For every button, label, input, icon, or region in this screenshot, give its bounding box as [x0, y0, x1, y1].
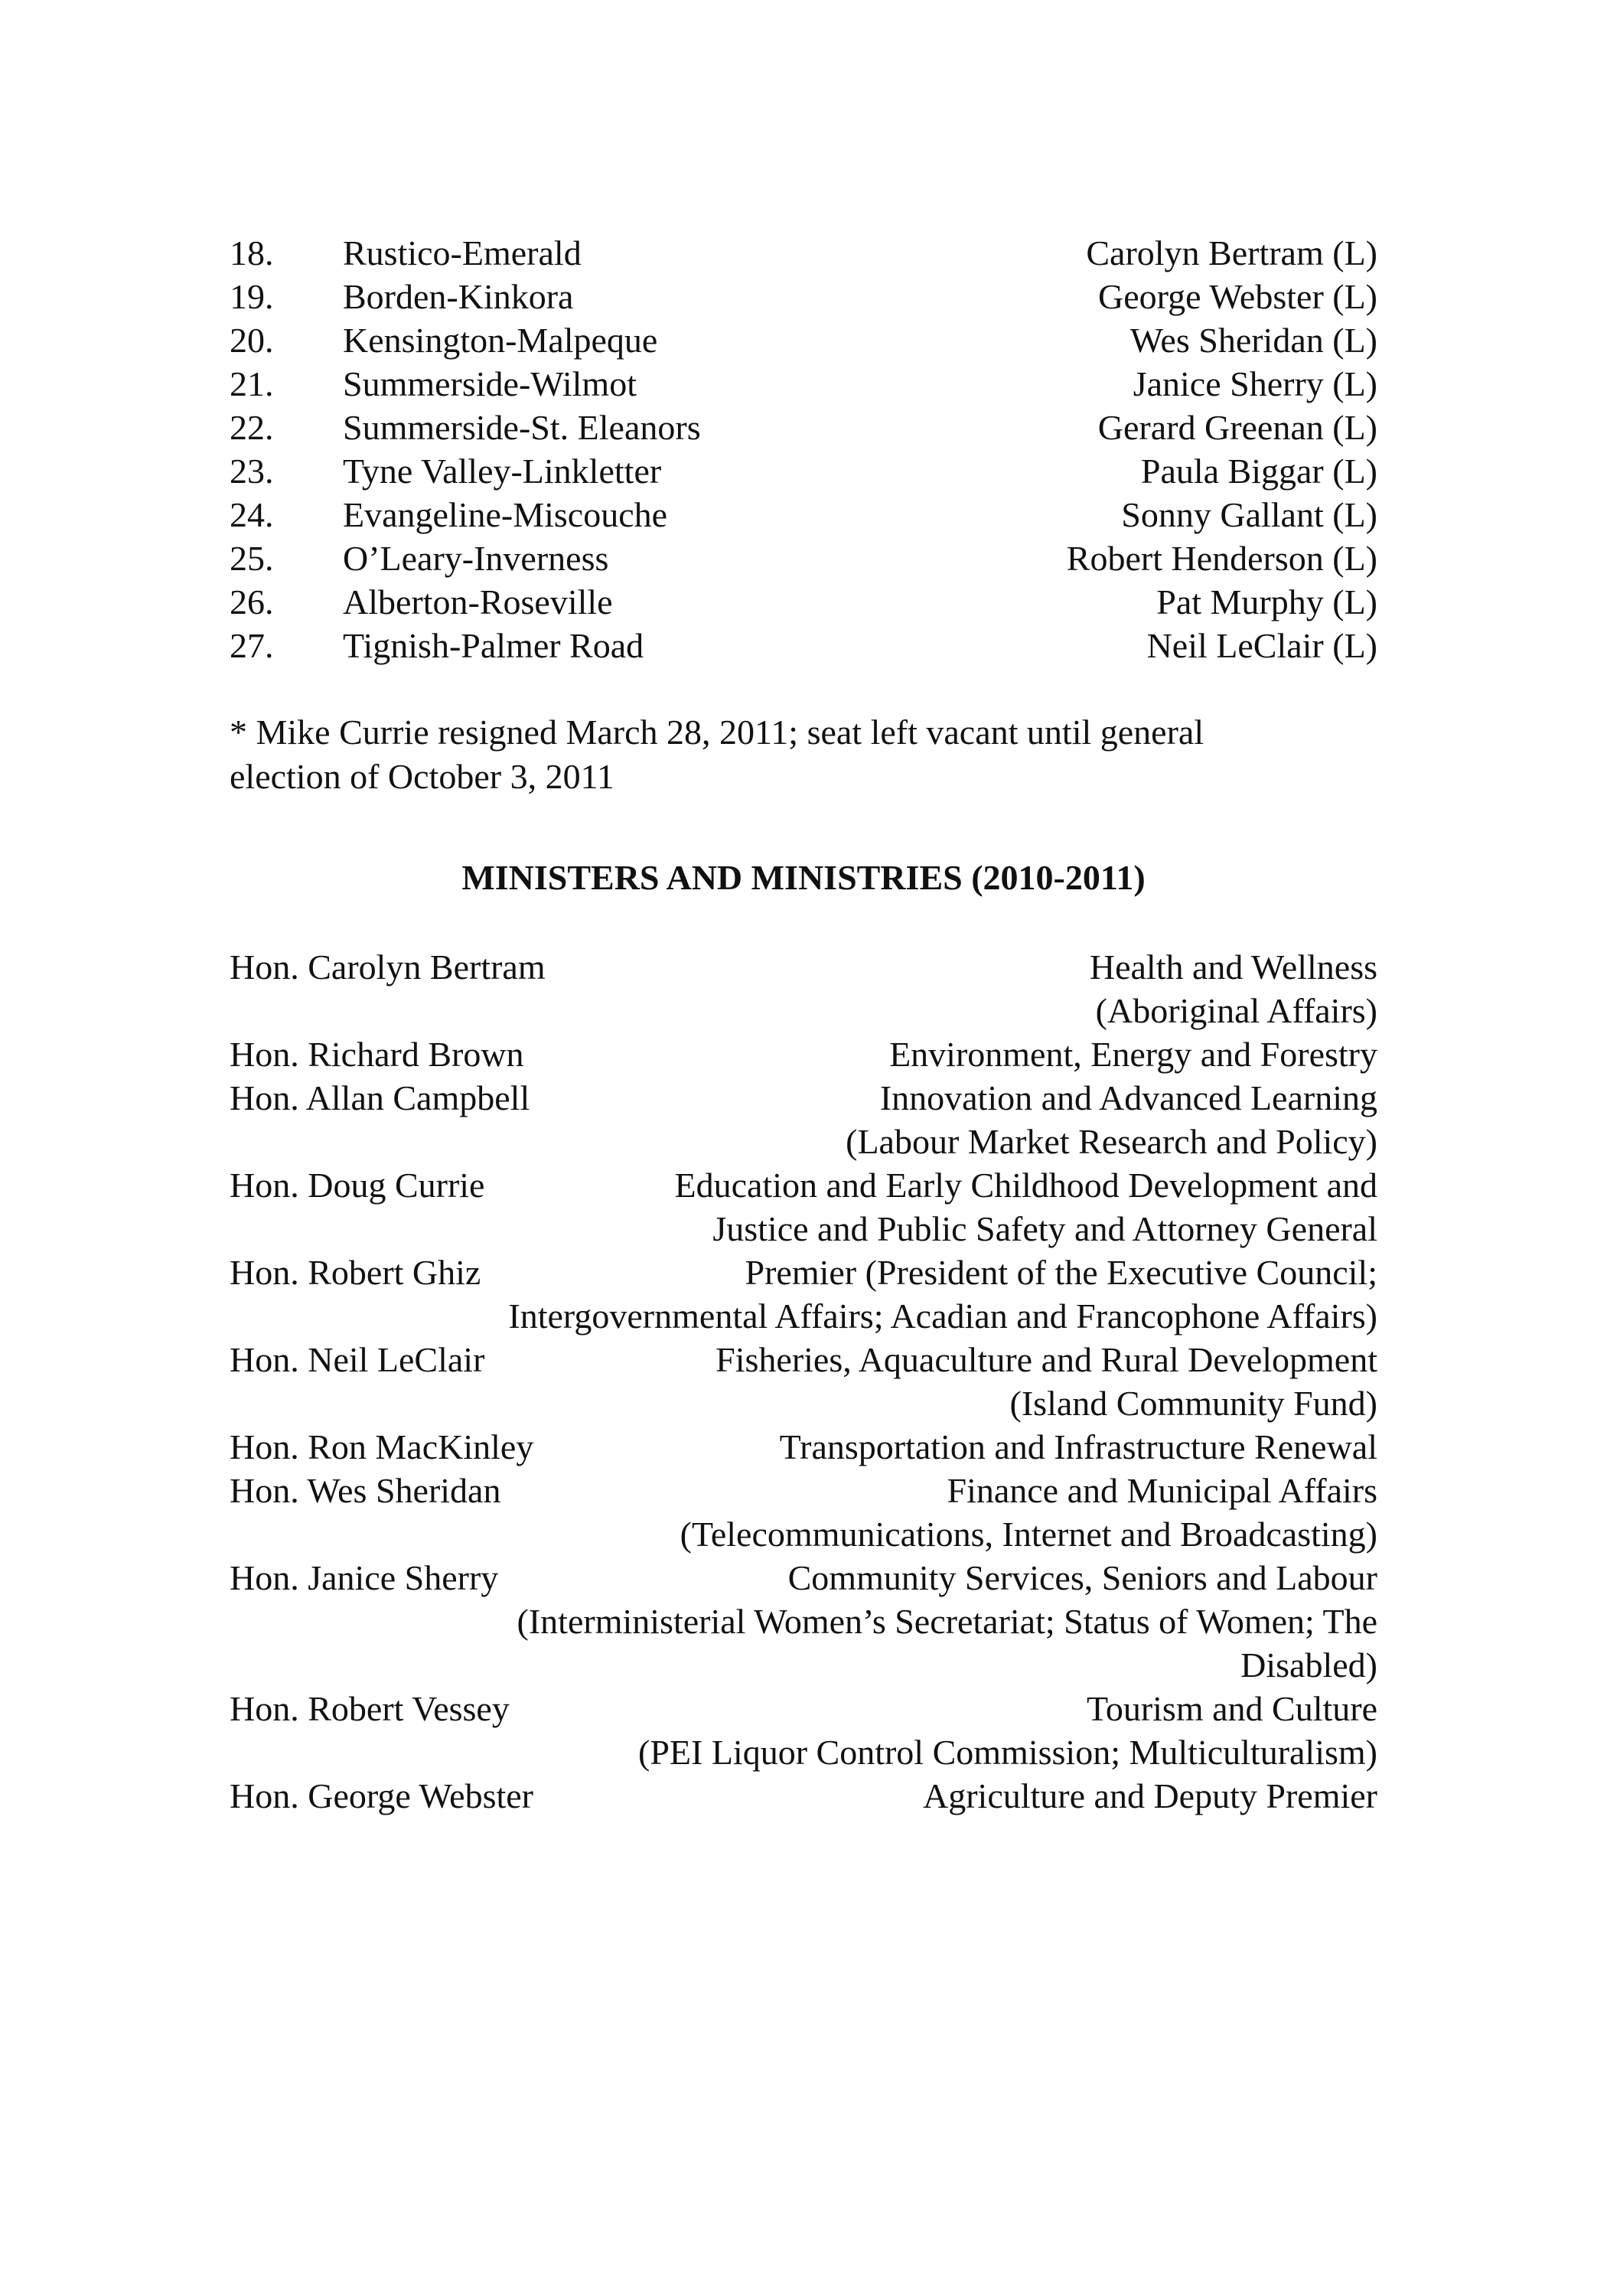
riding-number: 22. [230, 408, 274, 447]
riding-member: George Webster (L) [1097, 277, 1377, 316]
minister-name: Hon. Wes Sheridan [230, 1471, 501, 1510]
riding-number: 26. [230, 582, 274, 621]
riding-member: Sonny Gallant (L) [1121, 495, 1377, 534]
riding-district: Tignish-Palmer Road [343, 626, 644, 665]
riding-member: Janice Sherry (L) [1133, 364, 1377, 403]
minister-portfolio: Transportation and Infrastructure Renewal [779, 1427, 1377, 1466]
riding-district: Alberton-Roseville [343, 582, 613, 621]
minister-portfolio: Premier (President of the Executive Council; Intergovernmental Affairs; Acadian and Francophone Affairs) [508, 1253, 1377, 1336]
minister-row [230, 1425, 1377, 1469]
ridings-list [230, 231, 1377, 667]
minister-name: Hon. Robert Vessey [230, 1689, 510, 1728]
minister-portfolio: Tourism and Culture (PEI Liquor Control Commission; Multiculturalism) [638, 1689, 1377, 1772]
minister-portfolio: Education and Early Childhood Development and Justice and Public Safety and Attorney General [674, 1166, 1377, 1248]
riding-row [230, 580, 1377, 624]
riding-district: Kensington-Malpeque [343, 321, 658, 360]
minister-portfolio: Agriculture and Deputy Premier [923, 1776, 1377, 1815]
riding-member: Gerard Greenan (L) [1097, 408, 1377, 447]
minister-name: Hon. Neil LeClair [230, 1340, 485, 1379]
riding-number: 18. [230, 233, 274, 272]
riding-row [230, 231, 1377, 275]
minister-portfolio: Finance and Municipal Affairs (Telecommunications, Internet and Broadcasting) [680, 1471, 1377, 1554]
riding-number: 27. [230, 626, 274, 665]
minister-row [230, 1251, 1377, 1338]
minister-name: Hon. Robert Ghiz [230, 1253, 481, 1292]
riding-member: Wes Sheridan (L) [1129, 321, 1377, 360]
riding-district: Tyne Valley-Linkletter [343, 452, 662, 491]
minister-row [230, 1032, 1377, 1076]
minister-portfolio: Environment, Energy and Forestry [889, 1035, 1377, 1074]
riding-district: O’Leary-Inverness [343, 539, 609, 578]
minister-row [230, 1338, 1377, 1425]
riding-row [230, 536, 1377, 580]
riding-district: Summerside-Wilmot [343, 364, 637, 403]
riding-row [230, 318, 1377, 362]
minister-name: Hon. Allan Campbell [230, 1078, 530, 1117]
riding-number: 21. [230, 364, 274, 403]
riding-number: 19. [230, 277, 274, 316]
riding-number: 23. [230, 452, 274, 491]
minister-row [230, 1469, 1377, 1556]
riding-row [230, 449, 1377, 493]
page-content [230, 231, 1377, 1818]
minister-portfolio: Health and Wellness (Aboriginal Affairs) [1089, 947, 1377, 1030]
minister-name: Hon. Ron MacKinley [230, 1427, 534, 1466]
minister-name: Hon. Richard Brown [230, 1035, 524, 1074]
minister-portfolio: Innovation and Advanced Learning (Labour Market Research and Policy) [846, 1078, 1377, 1161]
riding-number: 24. [230, 495, 274, 534]
riding-row [230, 362, 1377, 406]
riding-member: Paula Biggar (L) [1140, 452, 1377, 491]
riding-district: Summerside-St. Eleanors [343, 408, 701, 447]
riding-row [230, 406, 1377, 449]
minister-name: Hon. Carolyn Bertram [230, 947, 546, 987]
minister-portfolio: Fisheries, Aquaculture and Rural Development (Island Community Fund) [715, 1340, 1377, 1423]
riding-row [230, 493, 1377, 536]
minister-row [230, 1076, 1377, 1163]
minister-portfolio: Community Services, Seniors and Labour (Interministerial Women’s Secretariat; Status of Women; The Disabled) [517, 1558, 1377, 1684]
riding-district: Rustico-Emerald [343, 233, 582, 272]
ministers-heading: MINISTERS AND MINISTRIES (2010-2011) [461, 858, 1146, 897]
vacancy-footnote: * Mike Currie resigned March 28, 2011; seat left vacant until general election of October 3, 2011 [230, 713, 1204, 796]
riding-member: Robert Henderson (L) [1066, 539, 1377, 578]
riding-member: Pat Murphy (L) [1156, 582, 1377, 621]
minister-name: Hon. George Webster [230, 1776, 533, 1815]
ministers-list [230, 945, 1377, 1818]
riding-member: Carolyn Bertram (L) [1086, 233, 1377, 272]
riding-row [230, 275, 1377, 318]
riding-number: 25. [230, 539, 274, 578]
minister-row [230, 1687, 1377, 1774]
minister-name: Hon. Doug Currie [230, 1166, 485, 1205]
minister-row [230, 1163, 1377, 1251]
minister-row [230, 1774, 1377, 1818]
riding-district: Evangeline-Miscouche [343, 495, 668, 534]
riding-row [230, 624, 1377, 667]
riding-member: Neil LeClair (L) [1146, 626, 1377, 665]
minister-name: Hon. Janice Sherry [230, 1558, 499, 1597]
riding-number: 20. [230, 321, 274, 360]
minister-row [230, 1556, 1377, 1687]
riding-district: Borden-Kinkora [343, 277, 574, 316]
minister-row [230, 945, 1377, 1032]
